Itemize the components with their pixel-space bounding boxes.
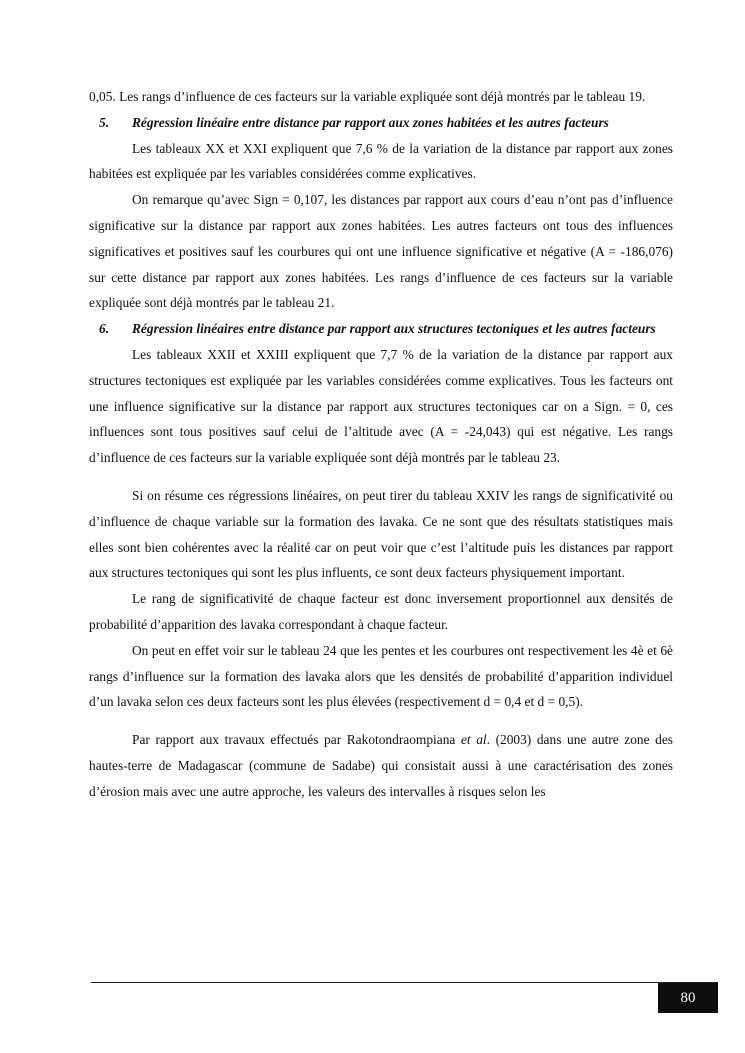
section-title-5: Régression linéaire entre distance par rapport aux zones habitées et les autres facteurs: [132, 114, 609, 130]
paragraph-8-part-a: Par rapport aux travaux effectués par Rakotondraompiana: [132, 732, 461, 748]
paragraph-4: Les tableaux XXII et XXIII expliquent que 7,7 % de la variation de la distance par rapport aux structures tectoniques est expliquée par les variables considérées comme explicatives. Tous les facteurs ont une influence significative sur la distance par rapport aux structures tectoniques car on a Sign. = 0, ces influences sont tous positives sauf celui de l’altitude avec (A = -24,043) qui est négative. Les rangs d’influence de ces facteurs sur la variable expliquée sont déjà montrés par le tableau 23.: [89, 346, 673, 466]
paragraph-7: On peut en effet voir sur le tableau 24 que les pentes et les courbures ont respectivement les 4è et 6è rangs d’influence sur la formation des lavaka alors que les densités de probabilité d’apparition individuel d’un lavaka selon ces deux facteurs sont les plus élevées (respectivement d = 0,4 et d = 0,5).: [89, 642, 673, 710]
document-body: [89, 84, 673, 805]
section-number-5: 5.: [99, 114, 110, 130]
paragraph-2: Les tableaux XX et XXI expliquent que 7,6 % de la variation de la distance par rapport aux zones habitées est expliquée par les variables considérées comme explicatives.: [89, 140, 673, 182]
page-number: 80: [680, 990, 696, 1006]
footer-rule: [91, 982, 718, 983]
paragraph-8: [89, 727, 673, 804]
page-number-box: [658, 983, 718, 1013]
paragraph-8-italic: et al: [460, 732, 487, 748]
section-heading-6: [89, 316, 673, 342]
section-heading-5: [89, 110, 673, 136]
paragraph-5: Si on résume ces régressions linéaires, on peut tirer du tableau XXIV les rangs de significativité ou d’influence de chaque variable sur la formation des lavaka. Ce ne sont que des résultats statistiques mais elles sont bien cohérentes avec la réalité car on peut voir que c’est l’altitude puis les distances par rapport aux structures tectoniques qui sont les plus influents, ce sont deux facteurs physiquement important.: [89, 487, 673, 581]
section-number-6: 6.: [99, 321, 110, 337]
paragraph-8-part-b: . (2003) dans une autre zone des hautes-terre de Madagascar (commune de Sadabe) qui consistait aussi à une caractérisation des zones d’érosion mais avec une autre approche, les valeurs des intervalles à risques selon les: [89, 732, 674, 799]
paragraph-3: On remarque qu’avec Sign = 0,107, les distances par rapport aux cours d’eau n’ont pas d’influence significative sur la distance par rapport aux zones habitées. Les autres facteurs ont tous des influences significatives et positives sauf les courbures qui ont une influence significative et négative (A = -186,076) sur cette distance par rapport aux zones habitées. Les rangs d’influence de ces facteurs sur la variable expliquée sont déjà montrés par le tableau 21.: [89, 192, 673, 311]
paragraph-1: 0,05. Les rangs d’influence de ces facteurs sur la variable expliquée sont déjà montrés par le tableau 19.: [89, 89, 646, 104]
section-title-6: Régression linéaires entre distance par rapport aux structures tectoniques et les autres facteurs: [132, 321, 656, 337]
paragraph-6: Le rang de significativité de chaque facteur est donc inversement proportionnel aux densités de probabilité d’apparition des lavaka correspondant à chaque facteur.: [89, 591, 673, 632]
